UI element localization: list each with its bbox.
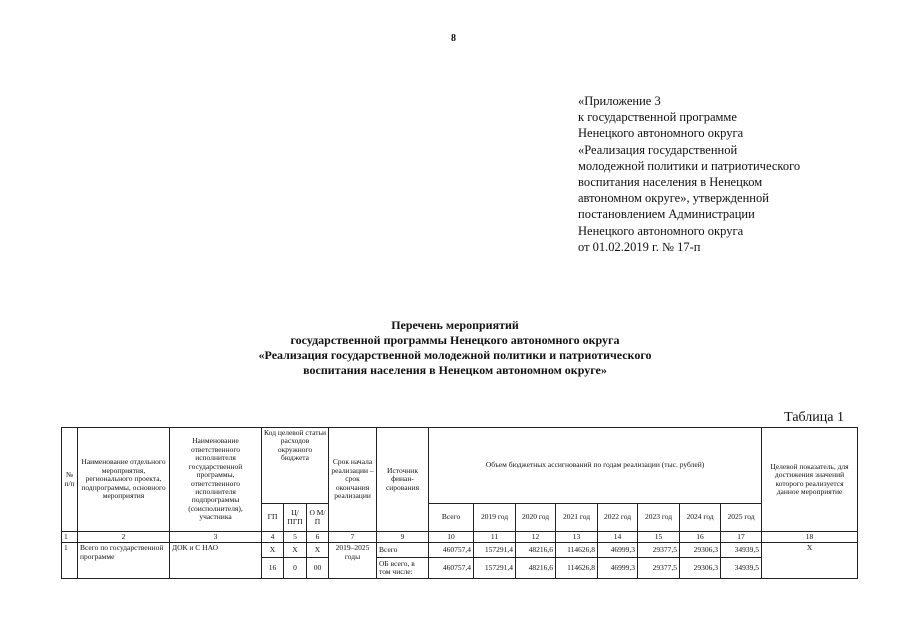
measures-table [61,427,858,579]
col-number: 16 [680,532,721,543]
header-code-om: О М/П [307,504,329,532]
row-source: Всего [377,543,429,558]
row-year-value: 34939,5 [721,543,762,558]
header-year: 2019 год [474,504,516,532]
col-number: 10 [429,532,474,543]
col-number: 6 [307,532,329,543]
col-number: 1 [62,532,78,543]
table-label: Таблица 1 [784,410,844,425]
row-year-value: 34939,5 [721,558,762,579]
header-indicator: Целевой показатель, для достижения значений которого реализуется данное мероприятие [762,428,858,532]
row-year-value: 114626,8 [556,543,598,558]
appendix-line: от 01.02.2019 г. № 17-п [578,239,701,254]
title-line: воспитания населения в Ненецком автономном округе» [303,363,607,377]
appendix-line: постановлением Администрации [578,207,755,222]
col-number: 13 [556,532,598,543]
header-executor: Наименование ответственного исполнителя государственной программы, ответственного исполнителя подпрограммы (соисполнителя), участника [170,428,262,532]
header-source: Источник финан- сирования [377,428,429,532]
col-number: 15 [638,532,680,543]
header-num: № п/п [62,428,78,532]
header-year: 2022 год [598,504,638,532]
col-number: 11 [474,532,516,543]
row-code-gp: Х [262,543,284,558]
appendix-line: Ненецкого автономного округа [578,126,744,141]
column-number-row [62,532,858,543]
header-code-cpgp: Ц/ПГП [284,504,307,532]
title-line: государственной программы Ненецкого автономного округа [290,333,620,347]
row-year-value: 29306,3 [680,558,721,579]
row-year-value: 29377,5 [638,558,680,579]
page-number: 8 [451,33,456,44]
appendix-line: молодежной политики и патриотического [578,158,801,173]
appendix-line: к государственной программе [578,110,737,125]
row-executor: ДОК и С НАО [170,543,262,579]
row-year-value: 48216,6 [516,543,556,558]
document-title [150,318,760,378]
header-code: Код целевой статьи расходов окружного бюджета [262,428,329,504]
header-year: 2023 год [638,504,680,532]
row-code-om: 00 [307,558,329,579]
title-line: «Реализация государственной молодежной политики и патриотического [258,348,652,362]
row-code-om: Х [307,543,329,558]
col-number: 9 [377,532,429,543]
row-year-value: 29306,3 [680,543,721,558]
title-line: Перечень мероприятий [391,318,519,332]
header-total: Всего [429,504,474,532]
row-year-value: 114626,8 [556,558,598,579]
row-source: ОБ всего, в том числе: [377,558,429,579]
appendix-line: Ненецкого автономного округа [578,223,744,238]
appendix-line: автономном округе», утвержденной [578,191,769,206]
header-code-gp: ГП [262,504,284,532]
row-year-value: 46999,3 [598,543,638,558]
header-year: 2020 год [516,504,556,532]
header-year: 2025 год [721,504,762,532]
row-total: 460757,4 [429,558,474,579]
appendix-line: воспитания населения в Ненецком [578,175,763,190]
row-year-value: 46999,3 [598,558,638,579]
col-number: 18 [762,532,858,543]
row-year-value: 29377,5 [638,543,680,558]
header-year: 2021 год [556,504,598,532]
col-number: 5 [284,532,307,543]
appendix-line: «Реализация государственной [578,142,738,157]
appendix-line: «Приложение 3 [578,94,661,108]
header-name: Наименование отдельного мероприятия, регионального проекта, подпрограммы, основного мероприятия [78,428,170,532]
row-total: 460757,4 [429,543,474,558]
row-code-gp: 16 [262,558,284,579]
col-number: 3 [170,532,262,543]
row-code-cpgp: 0 [284,558,307,579]
row-num: 1 [62,543,78,579]
row-year-value: 48216,6 [516,558,556,579]
row-code-cpgp: Х [284,543,307,558]
col-number: 17 [721,532,762,543]
col-number: 12 [516,532,556,543]
row-name: Всего по государственной программе [78,543,170,579]
col-number: 4 [262,532,284,543]
row-year-value: 157291,4 [474,558,516,579]
table-row [62,543,858,558]
header-period: Срок начала реализации – срок окончания реализации [329,428,377,532]
col-number: 14 [598,532,638,543]
appendix-block [578,93,878,255]
row-indicator: Х [762,543,858,579]
header-volume: Объем бюджетных ассигнований по годам реализации (тыс. рублей) [429,428,762,504]
col-number: 7 [329,532,377,543]
row-year-value: 157291,4 [474,543,516,558]
header-year: 2024 год [680,504,721,532]
row-period: 2019–2025 годы [329,543,377,579]
col-number: 2 [78,532,170,543]
